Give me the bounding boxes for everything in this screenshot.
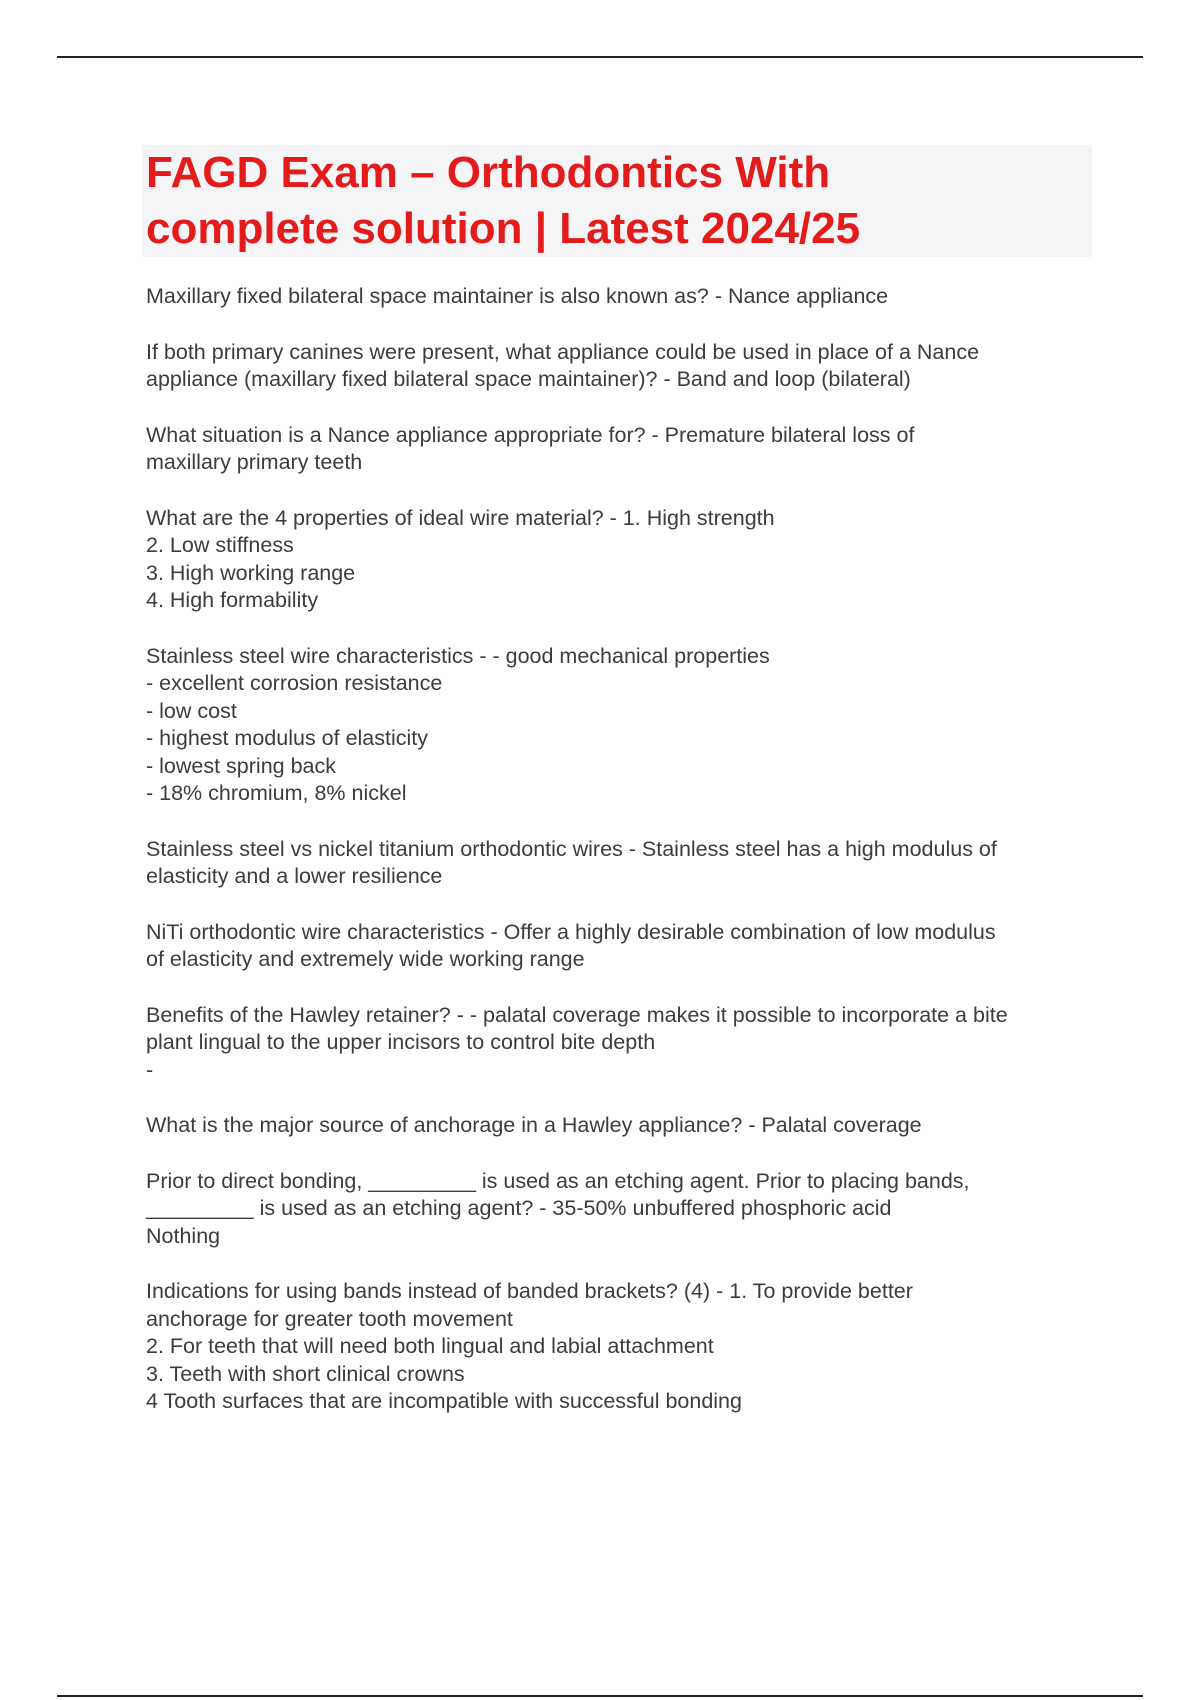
qa-entry	[146, 919, 1096, 974]
qa-entry	[146, 339, 1096, 394]
qa-text-line: - excellent corrosion resistance	[146, 671, 443, 695]
qa-text-line: 4. High formability	[146, 588, 319, 612]
qa-text-line: Stainless steel vs nickel titanium orthodontic wires - Stainless steel has a high modulus of	[146, 836, 997, 861]
qa-text-line: Stainless steel wire characteristics - - good mechanical properties	[146, 643, 770, 668]
qa-text-line: - highest modulus of elasticity	[146, 726, 429, 750]
qa-text-line: plant lingual to the upper incisors to control bite depth	[146, 1030, 656, 1054]
qa-text-line: appliance (maxillary fixed bilateral space maintainer)? - Band and loop (bilateral)	[146, 367, 911, 391]
qa-text-line: What situation is a Nance appliance appropriate for? - Premature bilateral loss of	[146, 422, 915, 447]
qa-text-line: Nothing	[146, 1223, 221, 1248]
qa-text-line: - low cost	[146, 698, 237, 723]
qa-text-line: What is the major source of anchorage in a Hawley appliance? - Palatal coverage	[146, 1113, 922, 1137]
qa-text-line: 4 Tooth surfaces that are incompatible with successful bonding	[146, 1389, 742, 1413]
qa-entry	[146, 1278, 1096, 1416]
qa-text-line: Indications for using bands instead of banded brackets? (4) - 1. To provide better	[146, 1279, 913, 1303]
qa-entry	[146, 422, 1096, 477]
qa-text-line: What are the 4 properties of ideal wire material? - 1. High strength	[146, 505, 775, 530]
qa-text-line: 3. Teeth with short clinical crowns	[146, 1361, 465, 1386]
qa-text-line: Maxillary fixed bilateral space maintainer is also known as? - Nance appliance	[146, 284, 889, 308]
qa-text-line: 3. High working range	[146, 560, 356, 585]
top-rule	[57, 56, 1143, 58]
qa-text-line: If both primary canines were present, what appliance could be used in place of a Nance	[146, 339, 980, 364]
document-title	[142, 145, 1092, 257]
qa-entry	[146, 505, 1096, 615]
qa-text-line: _________ is used as an etching agent? - 35-50% unbuffered phosphoric acid	[146, 1196, 892, 1220]
qa-list	[146, 283, 1096, 1444]
qa-entry	[146, 643, 1096, 808]
title-line-1: FAGD Exam – Orthodontics With	[146, 148, 831, 197]
qa-text-line: -	[146, 1057, 154, 1082]
qa-text-line: elasticity and a lower resilience	[146, 864, 443, 888]
qa-entry	[146, 836, 1096, 891]
qa-text-line: 2. Low stiffness	[146, 533, 294, 557]
qa-text-line: Prior to direct bonding, _________ is used as an etching agent. Prior to placing bands,	[146, 1168, 970, 1193]
qa-text-line: - 18% chromium, 8% nickel	[146, 781, 407, 805]
title-line-2: complete solution | Latest 2024/25	[146, 204, 861, 253]
qa-text-line: NiTi orthodontic wire characteristics - Offer a highly desirable combination of low modulus	[146, 919, 996, 944]
qa-entry	[146, 283, 1096, 311]
qa-text-line: anchorage for greater tooth movement	[146, 1306, 513, 1331]
qa-text-line: - lowest spring back	[146, 753, 336, 778]
qa-entry	[146, 1112, 1096, 1140]
bottom-rule	[57, 1695, 1143, 1697]
qa-text-line: of elasticity and extremely wide working range	[146, 947, 585, 971]
qa-text-line: Benefits of the Hawley retainer? - - palatal coverage makes it possible to incorporate a bite	[146, 1002, 1008, 1027]
qa-text-line: 2. For teeth that will need both lingual and labial attachment	[146, 1334, 714, 1358]
qa-entry	[146, 1168, 1096, 1251]
qa-text-line: maxillary primary teeth	[146, 450, 363, 474]
qa-entry	[146, 1002, 1096, 1085]
